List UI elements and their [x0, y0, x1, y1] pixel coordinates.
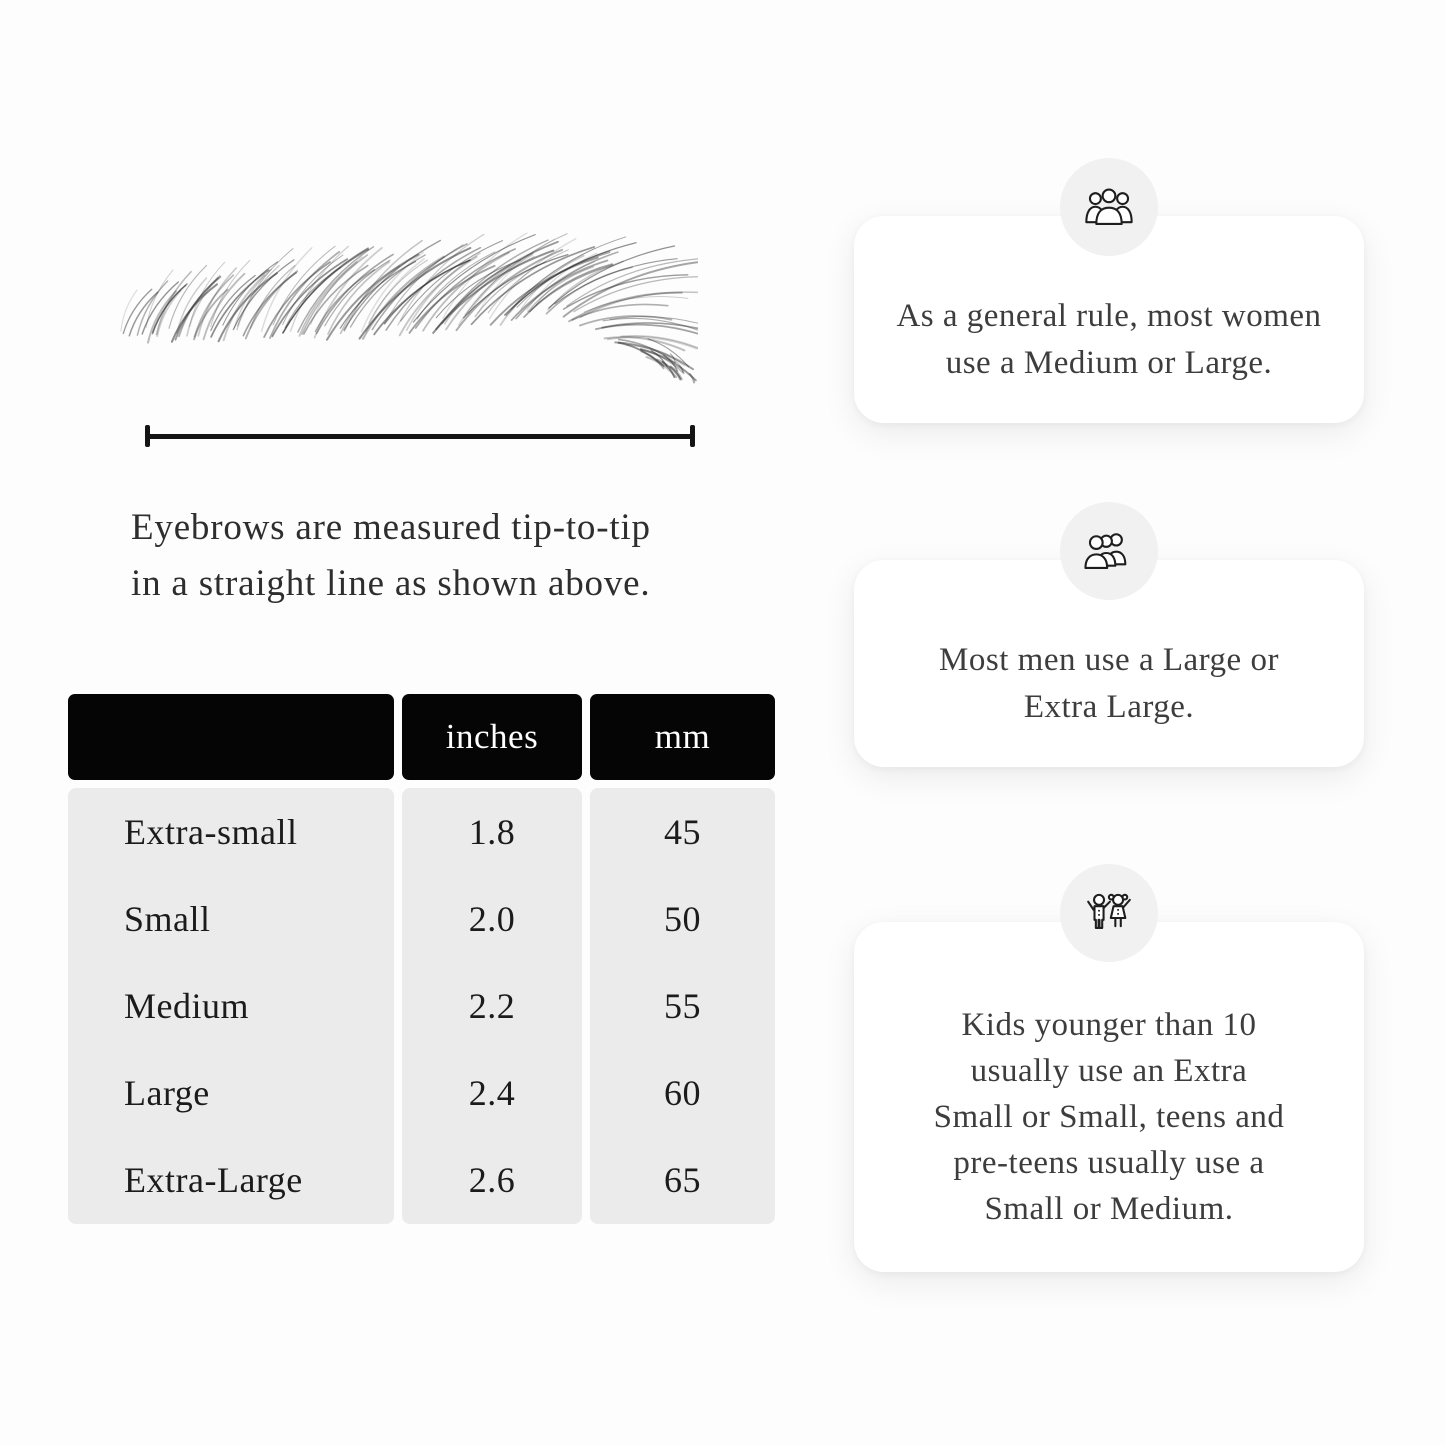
info-card-men [854, 560, 1364, 767]
size-name-column [68, 788, 394, 1224]
measurement-bar [150, 434, 690, 439]
women-group-icon [1080, 185, 1138, 229]
table-cell-inches: 2.4 [468, 1073, 516, 1114]
table-cell-size: Extra-small [124, 811, 298, 852]
measurement-right-cap [690, 425, 695, 447]
card-text [896, 293, 1321, 385]
table-cell-size: Small [124, 898, 211, 939]
card-text-line: Extra Large. [1023, 688, 1195, 725]
size-table [68, 694, 775, 1224]
table-cell-mm: 50 [664, 898, 701, 939]
table-cell-inches: 2.0 [468, 898, 516, 939]
inches-column-header: inches [402, 694, 582, 780]
table-cell-inches: 2.6 [468, 1160, 516, 1201]
table-cell-size: Medium [124, 986, 249, 1026]
info-card-women [854, 216, 1364, 423]
card-text-line: use a Medium or Large. [945, 344, 1273, 381]
mm-column-header: mm [590, 694, 775, 780]
card-text-line: Most men use a Large or [939, 642, 1279, 679]
caption-line: in a straight line as shown above. [131, 563, 651, 605]
table-cell-size: Extra-Large [124, 1160, 303, 1201]
card-text-line: usually use an Extra [970, 1052, 1248, 1089]
caption-line: Eyebrows are measured tip-to-tip [131, 507, 651, 548]
card-text-line: Kids younger than 10 [961, 1006, 1257, 1043]
mm-column [590, 788, 775, 1224]
table-cell-size: Large [124, 1073, 210, 1114]
card-text-line: As a general rule, most women [896, 298, 1322, 335]
men-group-icon [1080, 529, 1138, 573]
card-text-line: Small or Small, teens and [933, 1098, 1285, 1135]
kids-icon [1080, 889, 1138, 936]
measurement-line [145, 425, 695, 447]
card-text-line: pre-teens usually use a [953, 1145, 1265, 1182]
table-cell-mm: 45 [664, 811, 701, 852]
table-cell-mm: 55 [664, 986, 701, 1026]
icon-circle [1060, 158, 1158, 256]
table-cell-inches: 1.8 [468, 811, 516, 852]
inches-column [402, 788, 582, 1224]
card-text-line: Small or Medium. [984, 1191, 1234, 1228]
table-cell-mm: 65 [664, 1160, 701, 1201]
table-cell-mm: 60 [664, 1073, 701, 1114]
table-cell-inches: 2.2 [468, 986, 516, 1026]
info-card-kids [854, 922, 1364, 1272]
measurement-caption [131, 500, 771, 612]
icon-circle [1060, 864, 1158, 962]
card-text [934, 1002, 1285, 1233]
size-column-header-blank [68, 694, 394, 780]
icon-circle [1060, 502, 1158, 600]
eyebrow-illustration [118, 230, 698, 411]
card-text [939, 637, 1279, 729]
